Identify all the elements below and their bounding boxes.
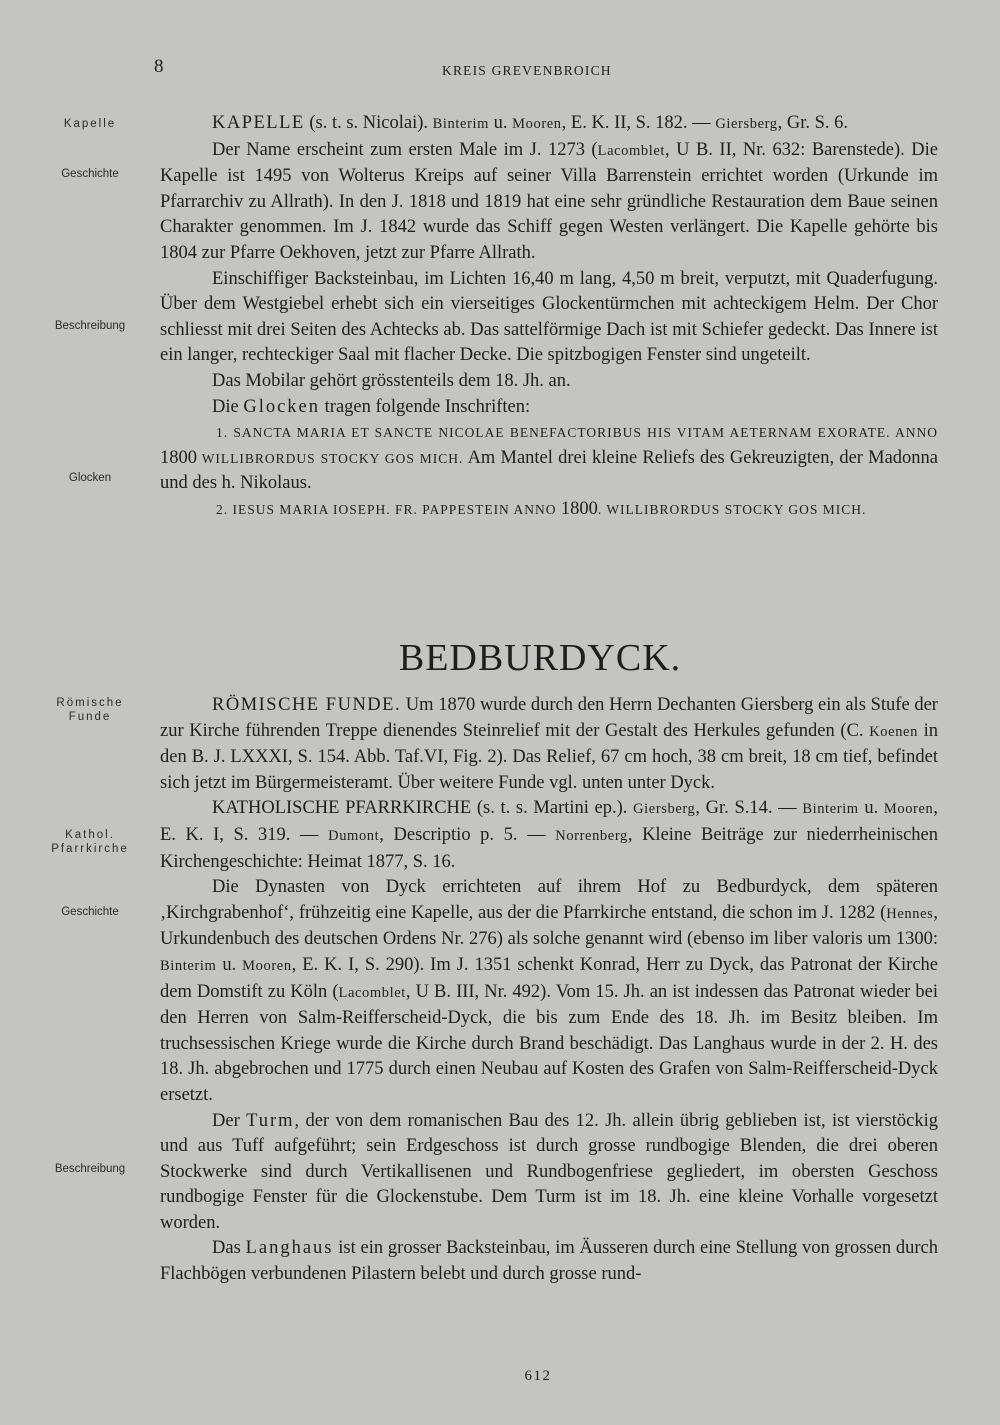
text: Um 1870 wurde durch den Herrn Dechanten Giersberg ein als Stufe der zur Kirche führenden Treppe dienendes Steinrelief mit der Gestalt des Herkules gefunden (C. — [160, 695, 938, 741]
langhaus-paragraph — [160, 1236, 938, 1287]
author-name: Binterim — [802, 801, 859, 818]
bedburdyck-section — [160, 693, 938, 1288]
text: ist ein grosser Backsteinbau, im Äusseren durch eine Stellung von grossen durch Flachbögen verbundenen Pilastern belebt und durch grosse rund- — [160, 1238, 938, 1285]
author-name: Lacomblet — [338, 984, 406, 1001]
page-header — [0, 56, 1000, 84]
glocken-intro — [160, 395, 938, 421]
text: in den B. J. LXXXI, S. 154. Abb. Taf.VI, Fig. 2). Das Relief, 67 cm hoch, 38 cm breit, 18 cm tief, befindet sich jetzt im Bürgermeisteramt. Über weitere Funde vgl. unten unter Dyck. — [160, 720, 939, 793]
text: (s. t. s. Nicolai). — [304, 113, 433, 133]
author-name: Dumont — [328, 827, 380, 844]
margin-note-glocken: Glocken — [68, 472, 112, 484]
spaced-word: Langhaus — [245, 1238, 334, 1259]
inscription-text: WILLIBRORDUS STOCKY GOS MICH. — [197, 450, 464, 466]
text: , U B. II, Nr. 632: Barenstede). Die Kapelle ist 1495 von Wolterus Kreips auf seiner Villa Barrenstein errichtet worden (Urkunde im Pfarrarchiv zu Allrath). In den J. 1818 und 1819 hat eine sehr gründliche Restauration dem Baue seinen Charakter genommen. Im J. 1842 wurde das Schiff gegen Westen verlängert. Die Kapelle gehörte bis 1804 zur Pfarre Oekhoven, jetzt zur Pfarre Allrath. — [160, 139, 939, 263]
text: , Gr. S.14. — — [695, 798, 803, 819]
text: tragen folgende Inschriften: — [320, 396, 531, 417]
page-number: 8 — [154, 56, 164, 77]
author-name: Binterim — [432, 116, 490, 132]
pfarrkirche-geschichte-paragraph — [160, 875, 938, 1108]
text: u. — [858, 798, 884, 819]
margin-note-geschichte: Geschichte — [61, 906, 119, 918]
text: Die — [212, 396, 244, 417]
text: Am Mantel drei kleine Reliefs des Gekreuzigten, der Madonna und des h. Nikolaus. — [160, 447, 939, 494]
margin-note-beschreibung: Beschreibung — [54, 1163, 126, 1175]
text: , Descriptio p. 5. — — [379, 824, 556, 845]
author-name: Koenen — [869, 723, 918, 740]
kapelle-section — [160, 111, 938, 523]
roemische-funde-paragraph — [160, 693, 938, 796]
text: Der — [212, 1110, 247, 1131]
pfarrkirche-bibliography — [160, 796, 938, 875]
author-name: Mooren — [883, 801, 934, 818]
kapelle-bibliography — [160, 111, 938, 138]
text: , Gr. S. 6. — [777, 113, 849, 133]
section-heading: KAPELLE — [212, 113, 305, 133]
text: , U B. III, Nr. 492). Vom 15. Jh. an ist indessen das Patronat wieder bei den Herren von Salm-Reifferscheid-Dyck, die bis zum Ende des 18. Jh. im Besitz bleiben. Im truchsessischen Kriege wurde die Kirche durch Brand beschädigt. Das Langhaus wurde in der 2. H. des 18. Jh. abgebrochen und 1775 durch einen Neubau auf Kosten des Grafen von Salm-Reifferscheid-Dyck ersetzt. — [160, 981, 938, 1105]
text: , Kleine Beiträge zur niederrheinischen Kirchengeschichte: Heimat 1877, S. 16. — [160, 824, 938, 872]
author-name: Giersberg — [633, 801, 696, 818]
text: , E. K. II, S. 182. — — [561, 113, 716, 133]
margin-note-kapelle: Kapelle — [63, 118, 117, 130]
margin-note-line: Kathol. — [65, 829, 115, 841]
text: , E. K. I, S. 319. — — [160, 798, 938, 845]
spaced-word: Glocken — [243, 396, 321, 417]
spaced-word: Turm — [246, 1110, 295, 1131]
author-name: Norrenberg — [555, 827, 628, 844]
inscription-text: 1. SANCTA MARIA ET SANCTE NICOLAE BENEFACTORIBUS HIS VITAM AETERNAM EXORATE. ANNO — [216, 425, 938, 441]
bell-inscription-2 — [160, 497, 938, 523]
bell-inscription-1 — [160, 420, 938, 497]
author-name: Giersberg — [715, 116, 778, 132]
margin-note-line: Pfarrkirche — [51, 843, 129, 855]
author-name: Binterim — [160, 957, 217, 974]
section-heading: RÖMISCHE FUNDE. — [212, 695, 402, 715]
text: Das — [212, 1238, 246, 1259]
margin-note-geschichte: Geschichte — [61, 168, 119, 180]
place-title: BEDBURDYCK. — [398, 637, 682, 679]
author-name: Mooren — [242, 957, 292, 974]
kapelle-mobilar-paragraph: Das Mobilar gehört grösstenteils dem 18. Jh. an. — [212, 370, 571, 391]
running-head: KREIS GREVENBROICH — [442, 63, 612, 78]
text: , der von dem romanischen Bau des 12. Jh. allein übrig geblieben ist, ist vierstöckig und aus Tuff aufgeführt; sein Erdgeschoss ist durch grosse rundbogige Blenden, die drei oberen Stockwerke sind durch Vertikallisenen und Rundbogenfriese gegliedert, im obersten Geschoss rundbogige Fenster für die Glockenstube. Dem Turm ist im 18. Jh. eine kleine Vorhalle vorgesetzt worden. — [160, 1110, 938, 1233]
margin-note-kathol-pfarrkirche — [28, 828, 152, 856]
text: , E. K. I, S. 290). Im J. 1351 schenkt Konrad, Herr zu Dyck, das Patronat der Kirche dem Domstift zu Köln ( — [160, 954, 938, 1002]
folio-number: 612 — [524, 1368, 552, 1384]
text: , Urkundenbuch des deutschen Ordens Nr. 276) als solche genannt wird (ebenso im liber valoris um 1300: — [160, 902, 938, 950]
margin-note-line: Funde — [68, 711, 112, 723]
text: Der Name erscheint zum ersten Male im J. 1273 ( — [212, 139, 598, 160]
margin-note-line: Römische — [56, 697, 124, 709]
inscription-text: 2. IESUS MARIA IOSEPH. FR. PAPPESTEIN ANNO — [216, 501, 561, 517]
section-heading: KATHOLISCHE PFARRKIRCHE — [212, 798, 472, 819]
margin-note-roemische-funde — [28, 696, 152, 724]
text: u. — [489, 113, 513, 133]
author-name: Lacomblet — [597, 142, 666, 159]
kapelle-geschichte-paragraph — [160, 138, 938, 267]
author-name: Mooren — [512, 116, 562, 132]
kapelle-beschreibung-paragraph: Einschiffiger Backsteinbau, im Lichten 16,40 m lang, 4,50 m breit, verputzt, mit Quaderfugung. Über dem Westgiebel erhebt sich ein vierseitiges Glockentürmchen mit achteckigem Helm. Der Chor schliesst mit drei Seiten des Achtecks ab. Das sattelförmige Dach ist mit Schiefer gedeckt. Das Innere ist ein langer, rechteckiger Saal mit flacher Decke. Die spitzbogigen Fenster sind ungeteilt. — [160, 268, 938, 366]
inscription-year: 1800 — [560, 498, 598, 519]
inscription-text: . WILLIBRORDUS STOCKY GOS MICH. — [597, 501, 867, 517]
turm-paragraph — [160, 1109, 938, 1237]
text: Die Dynasten von Dyck errichteten auf ihrem Hof zu Bedburdyck, dem späteren ‚Kirchgrabenhof‘, frühzeitig eine Kapelle, aus der die Pfarrkirche entstand, die schon im J. 1282 ( — [160, 877, 938, 923]
margin-note-beschreibung: Beschreibung — [54, 320, 126, 332]
text: (s. t. s. Martini ep.). — [471, 798, 634, 819]
author-name: Hennes — [886, 905, 934, 922]
text: u. — [216, 954, 243, 975]
inscription-year: 1800 — [160, 447, 197, 468]
